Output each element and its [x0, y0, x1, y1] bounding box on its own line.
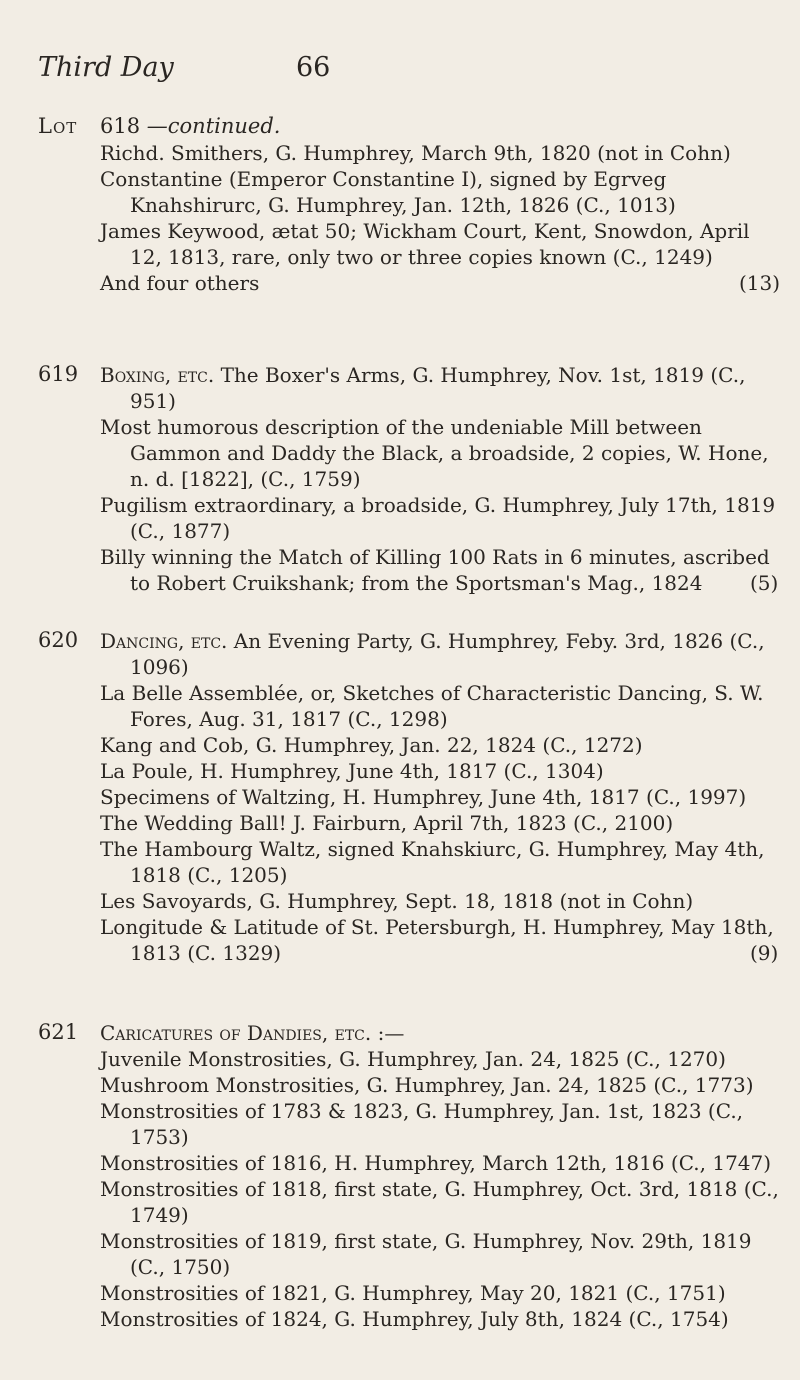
lot-620-entries	[100, 628, 780, 966]
list-item: James Keywood, ætat 50; Wickham Court, Kent, Snowdon, April 12, 1813, rare, only two or three copies known (C., 1249)	[100, 219, 750, 269]
list-item: Richd. Smithers, G. Humphrey, March 9th, 1820 (not in Cohn)	[100, 141, 731, 165]
list-item: Mushroom Monstrosities, G. Humphrey, Jan. 24, 1825 (C., 1773)	[100, 1073, 754, 1097]
list-item: Longitude & Latitude of St. Petersburgh, H. Humphrey, May 18th, 1813 (C. 1329) (9)	[100, 915, 779, 965]
list-item: La Poule, H. Humphrey, June 4th, 1817 (C., 1304)	[100, 759, 604, 783]
lot-number: 620	[38, 628, 79, 652]
lot-619-entries	[100, 362, 780, 596]
page-header	[38, 52, 778, 86]
page-number: 66	[296, 52, 331, 83]
list-item: Juvenile Monstrosities, G. Humphrey, Jan. 24, 1825 (C., 1270)	[100, 1047, 726, 1071]
continued-label: —continued.	[146, 114, 281, 138]
list-item: Specimens of Waltzing, H. Humphrey, June 4th, 1817 (C., 1997)	[100, 785, 747, 809]
item-count: (13)	[738, 271, 780, 295]
list-item	[100, 270, 780, 296]
list-item	[100, 628, 780, 680]
entry-text: Billy winning the Match of Killing 100 Rats in 6 minutes, ascribed to Robert Cruikshank; from the Sportsman's Mag., 1824	[100, 545, 770, 595]
list-item: Monstrosities of 1821, G. Humphrey, May 20, 1821 (C., 1751)	[100, 1281, 726, 1305]
list-item: La Belle Assemblée, or, Sketches of Characteristic Dancing, S. W. Fores, Aug. 31, 1817 (C., 1298)	[100, 681, 764, 731]
list-item: Billy winning the Match of Killing 100 Rats in 6 minutes, ascribed to Robert Cruikshank; from the Sportsman's Mag., 1824 (5)	[100, 545, 779, 595]
entry-text: The Boxer's Arms, G. Humphrey, Nov. 1st, 1819 (C., 951)	[130, 363, 746, 413]
running-title: Third Day	[38, 52, 174, 83]
list-item: Monstrosities of 1818, first state, G. Humphrey, Oct. 3rd, 1818 (C., 1749)	[100, 1177, 779, 1227]
list-item: Monstrosities of 1816, H. Humphrey, March 12th, 1816 (C., 1747)	[100, 1151, 772, 1175]
lot-heading: Dancing, etc.	[100, 629, 228, 653]
list-item: Kang and Cob, G. Humphrey, Jan. 22, 1824 (C., 1272)	[100, 733, 643, 757]
lot-label: Lot	[38, 114, 78, 138]
list-item: Monstrosities of 1824, G. Humphrey, July 8th, 1824 (C., 1754)	[100, 1307, 729, 1331]
list-item: The Hambourg Waltz, signed Knahskiurc, G. Humphrey, May 4th, 1818 (C., 1205)	[100, 837, 765, 887]
lot-heading: Caricatures of Dandies, etc. :—	[100, 1021, 405, 1045]
list-item	[100, 1020, 780, 1046]
list-item: The Wedding Ball! J. Fairburn, April 7th, 1823 (C., 2100)	[100, 811, 674, 835]
lot-621-entries	[100, 1020, 780, 1332]
continued-lot-number: 618	[100, 114, 141, 138]
lot-618-entries	[100, 140, 780, 296]
list-item: Constantine (Emperor Constantine I), signed by Egrveg Knahshirurc, G. Humphrey, Jan. 12th, 1826 (C., 1013)	[100, 167, 676, 217]
entry-text: And four others	[100, 271, 260, 295]
list-item: Monstrosities of 1783 & 1823, G. Humphrey, Jan. 1st, 1823 (C., 1753)	[100, 1099, 744, 1149]
lot-continuation	[100, 114, 280, 138]
list-item: Pugilism extraordinary, a broadside, G. Humphrey, July 17th, 1819 (C., 1877)	[100, 493, 776, 543]
lot-number: 621	[38, 1020, 79, 1044]
lot-heading: Boxing, etc.	[100, 363, 215, 387]
entry-text: An Evening Party, G. Humphrey, Feby. 3rd, 1826 (C., 1096)	[130, 629, 765, 679]
list-item	[100, 362, 780, 414]
entry-text: Longitude & Latitude of St. Petersburgh, H. Humphrey, May 18th, 1813 (C. 1329)	[100, 915, 774, 965]
lot-number: 619	[38, 362, 79, 386]
list-item: Most humorous description of the undeniable Mill between Gammon and Daddy the Black, a broadside, 2 copies, W. Hone, n. d. [1822], (C., 1759)	[100, 415, 769, 491]
list-item: Les Savoyards, G. Humphrey, Sept. 18, 1818 (not in Cohn)	[100, 889, 694, 913]
list-item: Monstrosities of 1819, first state, G. Humphrey, Nov. 29th, 1819 (C., 1750)	[100, 1229, 752, 1279]
